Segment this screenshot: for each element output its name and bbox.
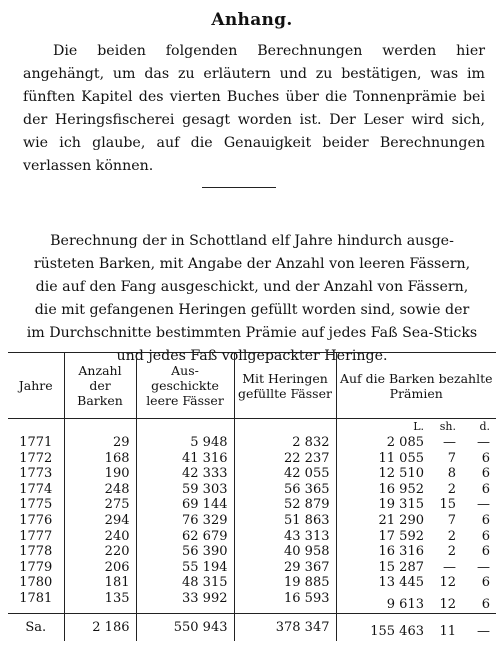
empty-barrels-cell: 41 316 [136,451,234,467]
table-caption [19,230,485,368]
sum-filled-barrels: 378 347 [234,613,336,641]
pounds-cell: 9 613 [386,596,424,612]
table-caption-line: rüsteten Barken, mit Angabe der Anzahl von leeren Fässern, [33,256,471,272]
filled-barrels-cell: 40 958 [234,544,336,560]
filled-barrels-cell: 2 832 [234,435,336,451]
table-row [8,544,496,560]
table-caption-line: im Durchschnitte bestimmten Prämie auf jedes Faß Sea-Sticks [26,325,478,341]
header-premiums: Auf die Barken bezahlte Prämien [336,353,496,419]
page-title: Anhang. [211,10,293,30]
pounds-cell: 21 290 [378,512,424,528]
pence-cell: 6 [481,596,490,612]
shillings-cell: 2 [447,528,456,544]
table-header-row [8,353,496,419]
table-row [8,513,496,529]
year-cell: 1772 [19,450,53,466]
empty-barrels-cell: 56 390 [136,544,234,560]
pounds-cell: 17 592 [378,528,424,544]
pounds-cell: 16 316 [378,544,424,560]
year-cell: 1776 [19,512,53,528]
year-cell: 1781 [19,590,53,606]
intro-paragraph: Die beiden folgenden Berechnungen werden hier angehängt, um das zu erläutern und zu bestätigen, was im fünften Kapitel des vierten Buches über die Tonnenprämie bei der Heringsfischerei gesagt worden ist. Der Leser wird sich, wie ich glaube, auf die Genauigkeit beider Berechnungen verlassen können. [23,43,485,174]
filled-barrels-cell: 42 055 [234,466,336,482]
units-row [8,419,496,436]
sum-label: Sa. [8,613,64,641]
sum-shillings: 11 [439,623,456,639]
sum-pence: — [477,623,490,639]
empty-barrels-cell: 42 333 [136,466,234,482]
unit-pounds: L. [413,420,424,433]
pence-cell: 6 [481,512,490,528]
pounds-cell: 16 952 [378,481,424,497]
barks-cell: 275 [64,497,136,513]
table-caption-line: die auf den Fang ausgeschickt, und der Anzahl von Fässern, [35,279,469,295]
year-cell: 1774 [19,481,53,497]
empty-barrels-cell: 59 303 [136,482,234,498]
unit-pence: d. [479,420,490,433]
table-caption-line: die mit gefangenen Heringen gefüllt worden sind, sowie der [34,302,470,318]
table-row [8,497,496,513]
table-caption-line: Berechnung der in Schottland elf Jahre hindurch ausge- [50,233,454,249]
year-cell: 1780 [19,575,53,591]
barks-cell: 220 [64,544,136,560]
table-row [8,451,496,467]
filled-barrels-cell: 16 593 [234,591,336,613]
shillings-cell: 15 [439,497,456,513]
sum-empty-barrels: 550 943 [136,613,234,641]
year-cell: 1778 [19,544,53,560]
filled-barrels-cell: 43 313 [234,529,336,545]
shillings-cell: 12 [439,596,456,612]
pounds-cell: 13 445 [378,575,424,591]
pounds-cell: 19 315 [378,497,424,513]
shillings-cell: — [443,559,456,575]
sum-row [8,613,496,641]
pence-cell: 6 [481,466,490,482]
barks-cell: 248 [64,482,136,498]
shillings-cell: 2 [447,544,456,560]
empty-barrels-cell: 5 948 [136,435,234,451]
table-row [8,466,496,482]
shillings-cell: 7 [447,512,456,528]
sum-barks: 2 186 [64,613,136,641]
pounds-cell: 15 287 [378,559,424,575]
pence-cell: — [477,435,490,450]
filled-barrels-cell: 52 879 [234,497,336,513]
header-barks: Anzahl der Barken [64,353,136,419]
table-row [8,591,496,613]
year-cell: 1777 [19,528,53,544]
header-year: Jahre [8,353,64,419]
table-row [8,482,496,498]
pounds-cell: 2 085 [386,435,424,450]
herring-bounty-table [8,352,496,641]
pounds-cell: 12 510 [378,466,424,482]
pence-cell: — [477,497,490,513]
filled-barrels-cell: 29 367 [234,560,336,576]
filled-barrels-cell: 22 237 [234,451,336,467]
barks-cell: 181 [64,575,136,591]
barks-cell: 135 [64,591,136,613]
sum-pounds: 155 463 [370,623,424,639]
pence-cell: 6 [481,528,490,544]
empty-barrels-cell: 55 194 [136,560,234,576]
pounds-cell: 11 055 [378,450,424,466]
pence-cell: — [477,559,490,575]
table-row [8,560,496,576]
filled-barrels-cell: 51 863 [234,513,336,529]
barks-cell: 294 [64,513,136,529]
empty-barrels-cell: 33 992 [136,591,234,613]
shillings-cell: 2 [447,481,456,497]
shillings-cell: 8 [447,466,456,482]
barks-cell: 206 [64,560,136,576]
table-row [8,435,496,451]
barks-cell: 240 [64,529,136,545]
pence-cell: 6 [481,575,490,591]
barks-cell: 190 [64,466,136,482]
barks-cell: 29 [64,435,136,451]
shillings-cell: 7 [447,450,456,466]
empty-barrels-cell: 76 329 [136,513,234,529]
section-divider [202,187,276,188]
unit-shillings: sh. [439,420,456,433]
shillings-cell: — [443,435,456,450]
shillings-cell: 12 [439,575,456,591]
empty-barrels-cell: 48 315 [136,575,234,591]
year-cell: 1779 [19,559,53,575]
year-cell: 1775 [19,497,53,513]
table-row [8,575,496,591]
pence-cell: 6 [481,544,490,560]
pence-cell: 6 [481,481,490,497]
barks-cell: 168 [64,451,136,467]
table-row [8,529,496,545]
empty-barrels-cell: 69 144 [136,497,234,513]
year-cell: 1773 [19,466,53,482]
year-cell: 1771 [19,435,53,450]
header-empty-barrels: Aus- geschickte leere Fässer [136,353,234,419]
table-caption-line: und jedes Faß vollgepackter Heringe. [116,348,388,364]
header-filled-barrels: Mit Heringen gefüllte Fässer [234,353,336,419]
empty-barrels-cell: 62 679 [136,529,234,545]
filled-barrels-cell: 19 885 [234,575,336,591]
filled-barrels-cell: 56 365 [234,482,336,498]
pence-cell: 6 [481,450,490,466]
